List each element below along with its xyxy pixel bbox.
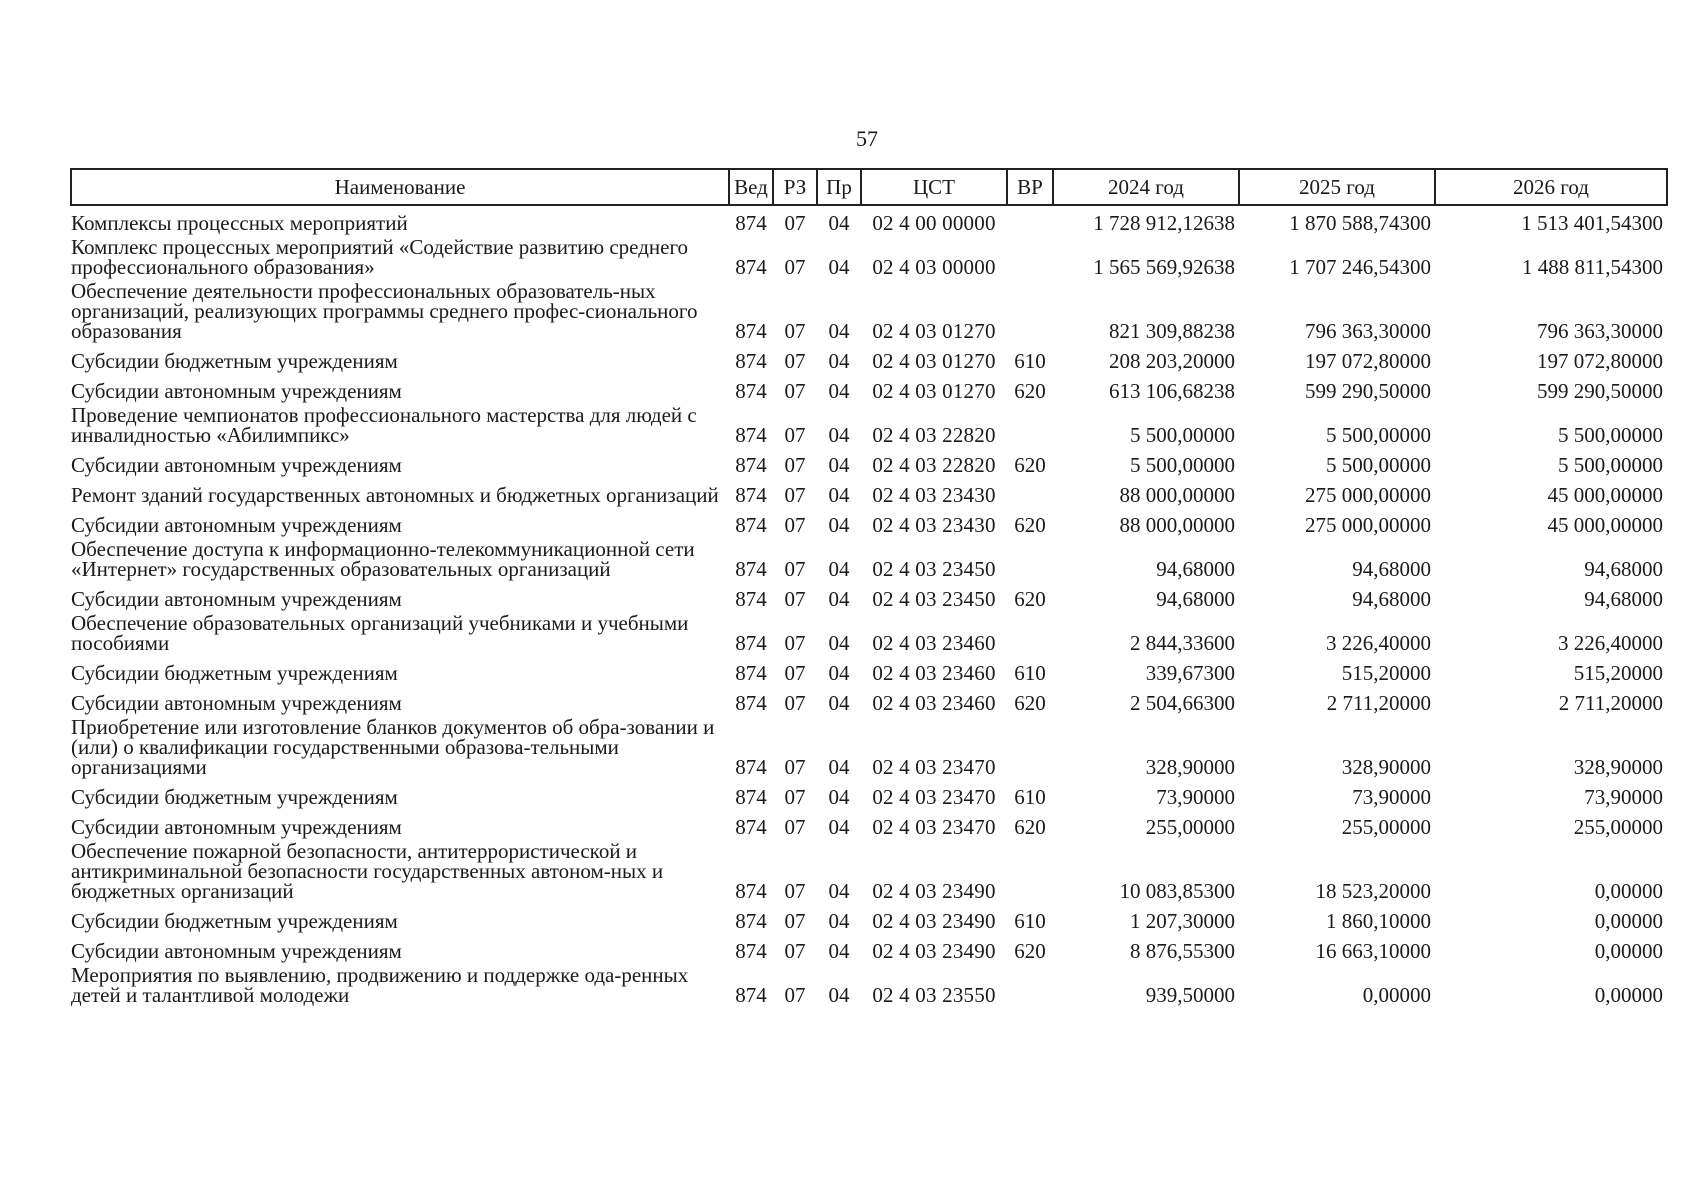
row-name-cell: Проведение чемпионатов профессионального мастерства для людей с инвалидностью «Абилимпикс» [71,403,697,447]
row-2025-cell: 1 707 246,54300 [1289,255,1431,279]
row-pr-cell: 04 [828,691,850,715]
row-name-cell: Обеспечение пожарной безопасности, антитеррористической и антикриминальной безопасности государственных автоном-ных и бюджетных организаций [71,839,664,903]
row-name-cell: Мероприятия по выявлению, продвижению и поддержке ода-ренных детей и талантливой молодежи [71,963,689,1007]
row-name-cell: Субсидии автономным учреждениям [71,815,402,839]
row-name-cell: Обеспечение образовательных организаций учебниками и учебными пособиями [71,611,689,655]
row-2024-cell: 255,00000 [1145,815,1235,839]
row-ved-cell: 874 [735,691,767,715]
row-2024-cell: 94,68000 [1156,557,1235,581]
row-name-cell: Обеспечение доступа к информационно-телекоммуникационной сети «Интернет» государственных образовательных организаций [71,537,695,581]
row-2026-cell: 796 363,30000 [1537,319,1663,343]
row-2024-cell: 10 083,85300 [1119,879,1235,903]
row-pr-cell: 04 [828,255,850,279]
table-row [71,904,1667,934]
row-pr-cell: 04 [828,785,850,809]
row-2026-cell: 73,90000 [1584,785,1663,809]
row-2026-cell: 515,20000 [1573,661,1663,685]
row-cst-cell: 02 4 03 23490 [872,909,996,933]
row-2024-cell: 5 500,00000 [1130,423,1235,447]
table-body [71,205,1667,1008]
row-cst-cell: 02 4 03 23430 [872,483,996,507]
row-rz-cell: 07 [784,319,806,343]
row-name-cell: Субсидии бюджетным учреждениям [71,785,398,809]
row-ved-cell: 874 [735,785,767,809]
row-pr-cell: 04 [828,513,850,537]
row-2025-cell: 328,90000 [1341,755,1431,779]
row-2025-cell: 275 000,00000 [1305,483,1431,507]
row-cst-cell: 02 4 03 22820 [872,453,996,477]
row-name-cell: Субсидии автономным учреждениям [71,379,402,403]
table-row [71,236,1667,280]
row-vr-cell: 620 [1014,513,1046,537]
row-2025-cell: 5 500,00000 [1326,453,1431,477]
row-rz-cell: 07 [784,691,806,715]
row-2025-cell: 3 226,40000 [1326,631,1431,655]
row-vr-cell: 620 [1014,379,1046,403]
row-vr-cell: 610 [1014,909,1046,933]
table-header-row [71,169,1667,205]
row-cst-cell: 02 4 03 23450 [872,557,996,581]
row-name-cell: Субсидии автономным учреждениям [71,939,402,963]
row-ved-cell: 874 [735,909,767,933]
row-name-cell: Субсидии бюджетным учреждениям [71,909,398,933]
row-vr-cell [1007,205,1053,236]
row-2025-cell: 18 523,20000 [1315,879,1431,903]
row-pr-cell: 04 [828,379,850,403]
row-2025-cell: 599 290,50000 [1305,379,1431,403]
row-2026-cell: 45 000,00000 [1547,513,1663,537]
row-ved-cell: 874 [735,379,767,403]
row-vr-cell [1007,404,1053,448]
row-rz-cell: 07 [784,379,806,403]
table-row [71,280,1667,344]
row-vr-cell: 610 [1014,661,1046,685]
table-row [71,205,1667,236]
row-vr-cell [1007,236,1053,280]
row-2026-cell: 599 290,50000 [1537,379,1663,403]
row-pr-cell: 04 [828,587,850,611]
row-rz-cell: 07 [784,631,806,655]
table-row [71,810,1667,840]
row-cst-cell: 02 4 03 23460 [872,631,996,655]
row-pr-cell: 04 [828,211,850,235]
row-ved-cell: 874 [735,423,767,447]
row-2025-cell: 1 860,10000 [1326,909,1431,933]
row-rz-cell: 07 [784,785,806,809]
row-cst-cell: 02 4 03 22820 [872,423,996,447]
row-ved-cell: 874 [735,587,767,611]
row-cst-cell: 02 4 03 01270 [872,349,996,373]
row-2026-cell: 0,00000 [1594,879,1663,903]
row-cst-cell: 02 4 03 23450 [872,587,996,611]
row-vr-cell [1007,716,1053,780]
row-2026-cell: 0,00000 [1594,909,1663,933]
table-row [71,374,1667,404]
row-name-cell: Субсидии автономным учреждениям [71,513,402,537]
row-rz-cell: 07 [784,453,806,477]
row-vr-cell: 620 [1014,587,1046,611]
row-rz-cell: 07 [784,483,806,507]
row-2025-cell: 5 500,00000 [1326,423,1431,447]
row-vr-cell: 610 [1014,785,1046,809]
row-ved-cell: 874 [735,879,767,903]
row-rz-cell: 07 [784,983,806,1007]
table-row [71,716,1667,780]
row-cst-cell: 02 4 03 00000 [872,255,996,279]
row-ved-cell: 874 [735,255,767,279]
row-2025-cell: 255,00000 [1341,815,1431,839]
row-pr-cell: 04 [828,319,850,343]
row-2025-cell: 94,68000 [1352,557,1431,581]
row-ved-cell: 874 [735,557,767,581]
row-2026-cell: 3 226,40000 [1558,631,1663,655]
row-cst-cell: 02 4 03 23470 [872,815,996,839]
row-2025-cell: 1 870 588,74300 [1289,211,1431,235]
row-2026-cell: 94,68000 [1584,587,1663,611]
row-2025-cell: 94,68000 [1352,587,1431,611]
row-2025-cell: 515,20000 [1341,661,1431,685]
table-row [71,508,1667,538]
row-vr-cell [1007,478,1053,508]
row-cst-cell: 02 4 03 23470 [872,755,996,779]
row-2024-cell: 613 106,68238 [1109,379,1235,403]
row-2024-cell: 88 000,00000 [1119,513,1235,537]
row-name-cell: Ремонт зданий государственных автономных и бюджетных организаций [71,483,719,507]
table-row [71,612,1667,656]
row-name-cell: Обеспечение деятельности профессиональных образователь-ных организаций, реализующих программы среднего профес-сионального образования [71,279,698,343]
row-rz-cell: 07 [784,349,806,373]
row-name-cell: Комплекс процессных мероприятий «Содействие развитию среднего профессионального образования» [71,235,689,279]
row-ved-cell: 874 [735,983,767,1007]
row-vr-cell [1007,612,1053,656]
header-cst: ЦСТ [861,169,1007,205]
row-vr-cell [1007,280,1053,344]
table-row [71,404,1667,448]
table-row [71,840,1667,904]
row-pr-cell: 04 [828,909,850,933]
row-vr-cell [1007,964,1053,1008]
row-rz-cell: 07 [784,255,806,279]
row-2025-cell: 2 711,20000 [1326,691,1431,715]
row-vr-cell: 610 [1014,349,1046,373]
row-name-cell: Субсидии автономным учреждениям [71,691,402,715]
row-cst-cell: 02 4 03 01270 [872,379,996,403]
row-2024-cell: 2 504,66300 [1130,691,1235,715]
table-row [71,582,1667,612]
row-name-cell: Субсидии автономным учреждениям [71,587,402,611]
row-cst-cell: 02 4 03 23460 [872,691,996,715]
row-2024-cell: 328,90000 [1145,755,1235,779]
row-2025-cell: 73,90000 [1352,785,1431,809]
row-cst-cell: 02 4 03 23470 [872,785,996,809]
row-ved-cell: 874 [735,483,767,507]
row-cst-cell: 02 4 00 00000 [872,211,996,235]
header-rz: РЗ [773,169,817,205]
row-2024-cell: 2 844,33600 [1130,631,1235,655]
header-ved: Вед [729,169,773,205]
row-vr-cell: 620 [1014,691,1046,715]
table-row [71,686,1667,716]
row-ved-cell: 874 [735,349,767,373]
row-2026-cell: 197 072,80000 [1537,349,1663,373]
row-rz-cell: 07 [784,661,806,685]
row-pr-cell: 04 [828,755,850,779]
row-cst-cell: 02 4 03 01270 [872,319,996,343]
row-cst-cell: 02 4 03 23460 [872,661,996,685]
row-2025-cell: 796 363,30000 [1305,319,1431,343]
row-2024-cell: 73,90000 [1156,785,1235,809]
row-rz-cell: 07 [784,587,806,611]
row-cst-cell: 02 4 03 23550 [872,983,996,1007]
row-ved-cell: 874 [735,755,767,779]
row-pr-cell: 04 [828,983,850,1007]
header-pr: Пр [817,169,861,205]
budget-table [70,168,1668,1008]
table-row [71,448,1667,478]
row-2024-cell: 1 565 569,92638 [1093,255,1235,279]
row-rz-cell: 07 [784,939,806,963]
header-2025: 2025 год [1239,169,1435,205]
row-2026-cell: 2 711,20000 [1558,691,1663,715]
row-2026-cell: 94,68000 [1584,557,1663,581]
header-vr: ВР [1007,169,1053,205]
row-2026-cell: 0,00000 [1594,939,1663,963]
table-row [71,478,1667,508]
row-pr-cell: 04 [828,423,850,447]
row-ved-cell: 874 [735,211,767,235]
row-ved-cell: 874 [735,513,767,537]
row-pr-cell: 04 [828,453,850,477]
row-ved-cell: 874 [735,939,767,963]
table-row [71,964,1667,1008]
row-2024-cell: 5 500,00000 [1130,453,1235,477]
row-2025-cell: 197 072,80000 [1305,349,1431,373]
row-vr-cell [1007,538,1053,582]
row-pr-cell: 04 [828,483,850,507]
row-name-cell: Приобретение или изготовление бланков документов об обра-зовании и (или) о квалификации государственными образова-тельными организациями [71,715,715,779]
row-2024-cell: 8 876,55300 [1130,939,1235,963]
row-2026-cell: 5 500,00000 [1558,453,1663,477]
row-2024-cell: 339,67300 [1145,661,1235,685]
row-2026-cell: 1 488 811,54300 [1522,255,1663,279]
row-pr-cell: 04 [828,631,850,655]
row-2026-cell: 5 500,00000 [1558,423,1663,447]
row-ved-cell: 874 [735,661,767,685]
row-name-cell: Субсидии бюджетным учреждениям [71,349,398,373]
row-2026-cell: 255,00000 [1573,815,1663,839]
row-pr-cell: 04 [828,879,850,903]
row-rz-cell: 07 [784,909,806,933]
row-2024-cell: 208 203,20000 [1109,349,1235,373]
row-2026-cell: 45 000,00000 [1547,483,1663,507]
row-rz-cell: 07 [784,211,806,235]
row-ved-cell: 874 [735,815,767,839]
row-2025-cell: 275 000,00000 [1305,513,1431,537]
table-row [71,780,1667,810]
row-pr-cell: 04 [828,815,850,839]
row-pr-cell: 04 [828,557,850,581]
row-pr-cell: 04 [828,349,850,373]
row-2024-cell: 94,68000 [1156,587,1235,611]
row-cst-cell: 02 4 03 23490 [872,879,996,903]
header-2024: 2024 год [1053,169,1239,205]
row-ved-cell: 874 [735,631,767,655]
row-2025-cell: 16 663,10000 [1315,939,1431,963]
row-rz-cell: 07 [784,423,806,447]
table-row [71,934,1667,964]
row-name-cell: Комплексы процессных мероприятий [71,211,408,235]
row-2024-cell: 1 207,30000 [1130,909,1235,933]
row-2025-cell: 0,00000 [1362,983,1431,1007]
row-rz-cell: 07 [784,755,806,779]
row-cst-cell: 02 4 03 23490 [872,939,996,963]
row-ved-cell: 874 [735,453,767,477]
row-rz-cell: 07 [784,879,806,903]
row-ved-cell: 874 [735,319,767,343]
row-vr-cell [1007,840,1053,904]
row-2024-cell: 939,50000 [1145,983,1235,1007]
row-rz-cell: 07 [784,815,806,839]
row-pr-cell: 04 [828,939,850,963]
row-cst-cell: 02 4 03 23430 [872,513,996,537]
page-number: 57 [856,126,878,151]
row-rz-cell: 07 [784,557,806,581]
row-2024-cell: 1 728 912,12638 [1093,211,1235,235]
header-2026: 2026 год [1435,169,1667,205]
row-name-cell: Субсидии бюджетным учреждениям [71,661,398,685]
header-name: Наименование [71,169,729,205]
row-2026-cell: 0,00000 [1594,983,1663,1007]
row-pr-cell: 04 [828,661,850,685]
row-name-cell: Субсидии автономным учреждениям [71,453,402,477]
row-2024-cell: 821 309,88238 [1109,319,1235,343]
table-row [71,656,1667,686]
row-2026-cell: 1 513 401,54300 [1521,211,1663,235]
row-vr-cell: 620 [1014,815,1046,839]
row-2024-cell: 88 000,00000 [1119,483,1235,507]
table-row [71,538,1667,582]
table-row [71,344,1667,374]
row-2026-cell: 328,90000 [1573,755,1663,779]
row-rz-cell: 07 [784,513,806,537]
row-vr-cell: 620 [1014,453,1046,477]
row-vr-cell: 620 [1014,939,1046,963]
